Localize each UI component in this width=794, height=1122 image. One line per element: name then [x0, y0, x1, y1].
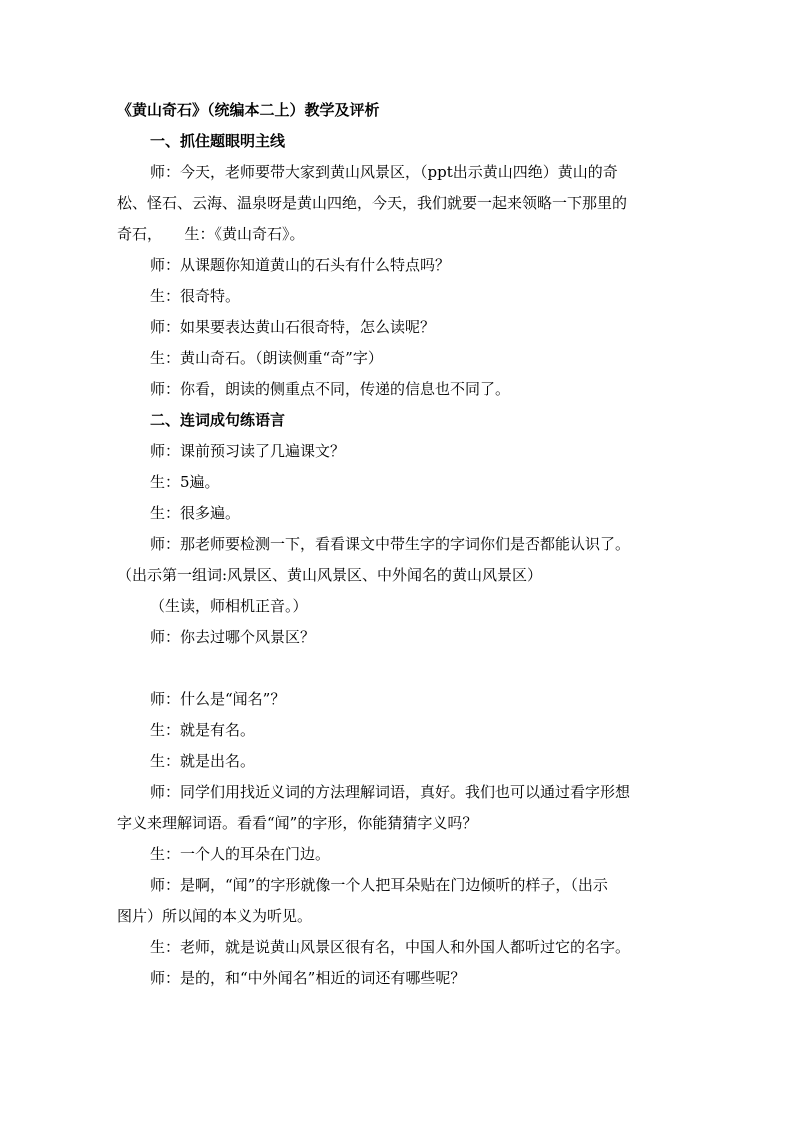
- paragraph-line: 师：课前预习读了几遍课文？: [150, 442, 346, 460]
- paragraph-line: 生：就是出名。: [150, 752, 256, 770]
- paragraph-line: （生读，师相机正音。）: [150, 597, 308, 615]
- paragraph-line: 字义来理解词语。看看“闻”的字形，你能猜猜字义吗？: [117, 814, 478, 832]
- document-title: 《黄山奇石》（统编本二上）教学及评析: [117, 101, 380, 119]
- section-heading-2: 二、连词成句练语言: [150, 411, 286, 429]
- section-heading-1: 一、抓住题眼明主线: [150, 132, 286, 150]
- paragraph-line: 图片）所以闻的本义为听见。: [117, 907, 313, 925]
- paragraph-line: 生：就是有名。: [150, 721, 256, 739]
- paragraph-line: 松、怪石、云海、温泉呀是黄山四绝，今天，我们就要一起来领略一下那里的: [117, 194, 628, 212]
- paragraph-line: 生：很多遍。: [150, 504, 241, 522]
- paragraph-line: 师：那老师要检测一下，看看课文中带生字的字词你们是否都能认识了。: [150, 535, 631, 553]
- paragraph-line: 师：是的，和“中外闻名”相近的词还有哪些呢？: [150, 969, 466, 987]
- paragraph-line: （出示第一组词:风景区、黄山风景区、中外闻名的黄山风景区）: [117, 566, 543, 584]
- paragraph-line: 师：如果要表达黄山石很奇特，怎么读呢？: [150, 318, 436, 336]
- paragraph-line: 生：黄山奇石。（朗读侧重“奇”字）: [150, 349, 383, 367]
- paragraph-line: 师：从课题你知道黄山的石头有什么特点吗？: [150, 256, 451, 274]
- paragraph-line: 师：你去过哪个风景区？: [150, 628, 316, 646]
- paragraph-line: 生：5遍。: [150, 473, 220, 491]
- paragraph-line: 师：你看，朗读的侧重点不同，传递的信息也不同了。: [150, 380, 511, 398]
- paragraph-line: 师：是啊，“闻”的字形就像一个人把耳朵贴在门边倾听的样子，（出示: [150, 876, 608, 894]
- paragraph-line: 师：什么是“闻名”？: [150, 690, 286, 708]
- paragraph-line: 生：很奇特。: [150, 287, 241, 305]
- paragraph-line: 师：今天，老师要带大家到黄山风景区，（ppt出示黄山四绝）黄山的奇: [150, 163, 618, 181]
- paragraph-line: 生：老师，就是说黄山风景区很有名，中国人和外国人都听过它的名字。: [150, 938, 631, 956]
- paragraph-line: 师：同学们用找近义词的方法理解词语，真好。我们也可以通过看字形想: [150, 783, 631, 801]
- paragraph-line: 奇石， 生：《黄山奇石》。: [117, 225, 305, 243]
- paragraph-line: 生：一个人的耳朵在门边。: [150, 845, 331, 863]
